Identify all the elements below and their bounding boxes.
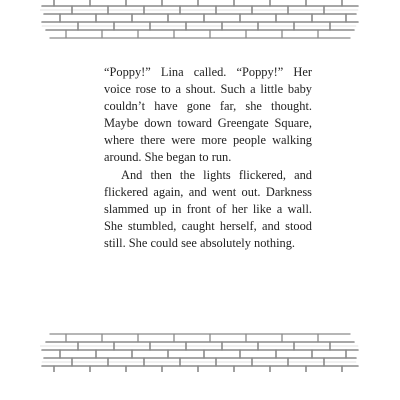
bottom-decorative-border xyxy=(40,328,360,372)
brick-lattice-icon xyxy=(40,328,360,372)
paragraph-1: “Poppy!” Lina called. “Poppy!” Her voice rose to a shout. Such a little baby couldn’t have gone far, she thought. Maybe down toward Greengate Square, where there were more people walking around. She began to run. xyxy=(104,65,312,165)
paragraph-2: And then the lights flickered, and flickered again, and went out. Darkness slammed up in front of her like a wall. She stumbled, caught herself, and stood still. She could see absolutely nothing. xyxy=(104,167,312,250)
top-decorative-border xyxy=(40,0,360,44)
brick-lattice-icon xyxy=(40,0,360,44)
story-text xyxy=(104,64,312,252)
